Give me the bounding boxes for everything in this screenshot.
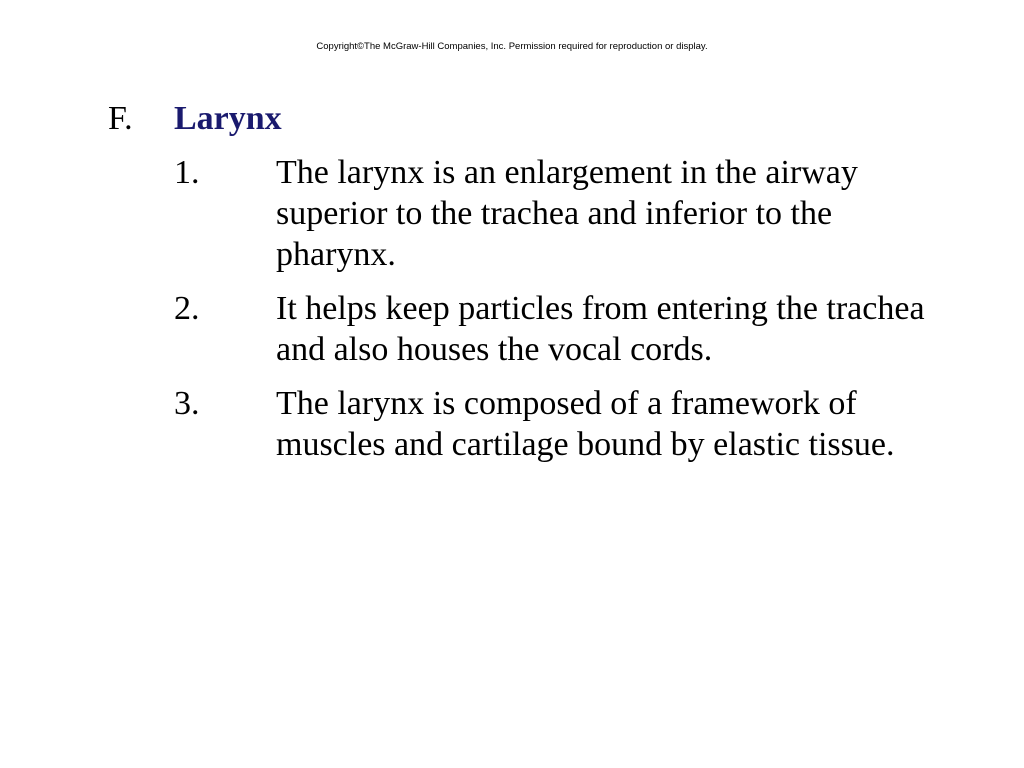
list-item-number: 3. bbox=[174, 385, 200, 422]
list-item-text: The larynx is an enlargement in the airway superior to the trachea and inferior to the pharynx. bbox=[276, 154, 858, 273]
list-item bbox=[108, 152, 968, 275]
copyright-notice: Copyright©The McGraw-Hill Companies, Inc. Permission required for reproduction or display. bbox=[316, 41, 708, 52]
outline-section bbox=[108, 99, 968, 478]
section-letter: F. bbox=[108, 100, 133, 137]
list-item-text: It helps keep particles from entering the trachea and also houses the vocal cords. bbox=[276, 290, 925, 368]
list-item bbox=[108, 383, 968, 465]
section-title: Larynx bbox=[174, 100, 282, 137]
list-item-number: 1. bbox=[174, 154, 200, 191]
section-heading bbox=[108, 99, 968, 139]
list-item-text: The larynx is composed of a framework of muscles and cartilage bound by elastic tissue. bbox=[276, 385, 895, 463]
list-item bbox=[108, 288, 968, 370]
list-item-number: 2. bbox=[174, 290, 200, 327]
outline-list bbox=[108, 152, 968, 465]
